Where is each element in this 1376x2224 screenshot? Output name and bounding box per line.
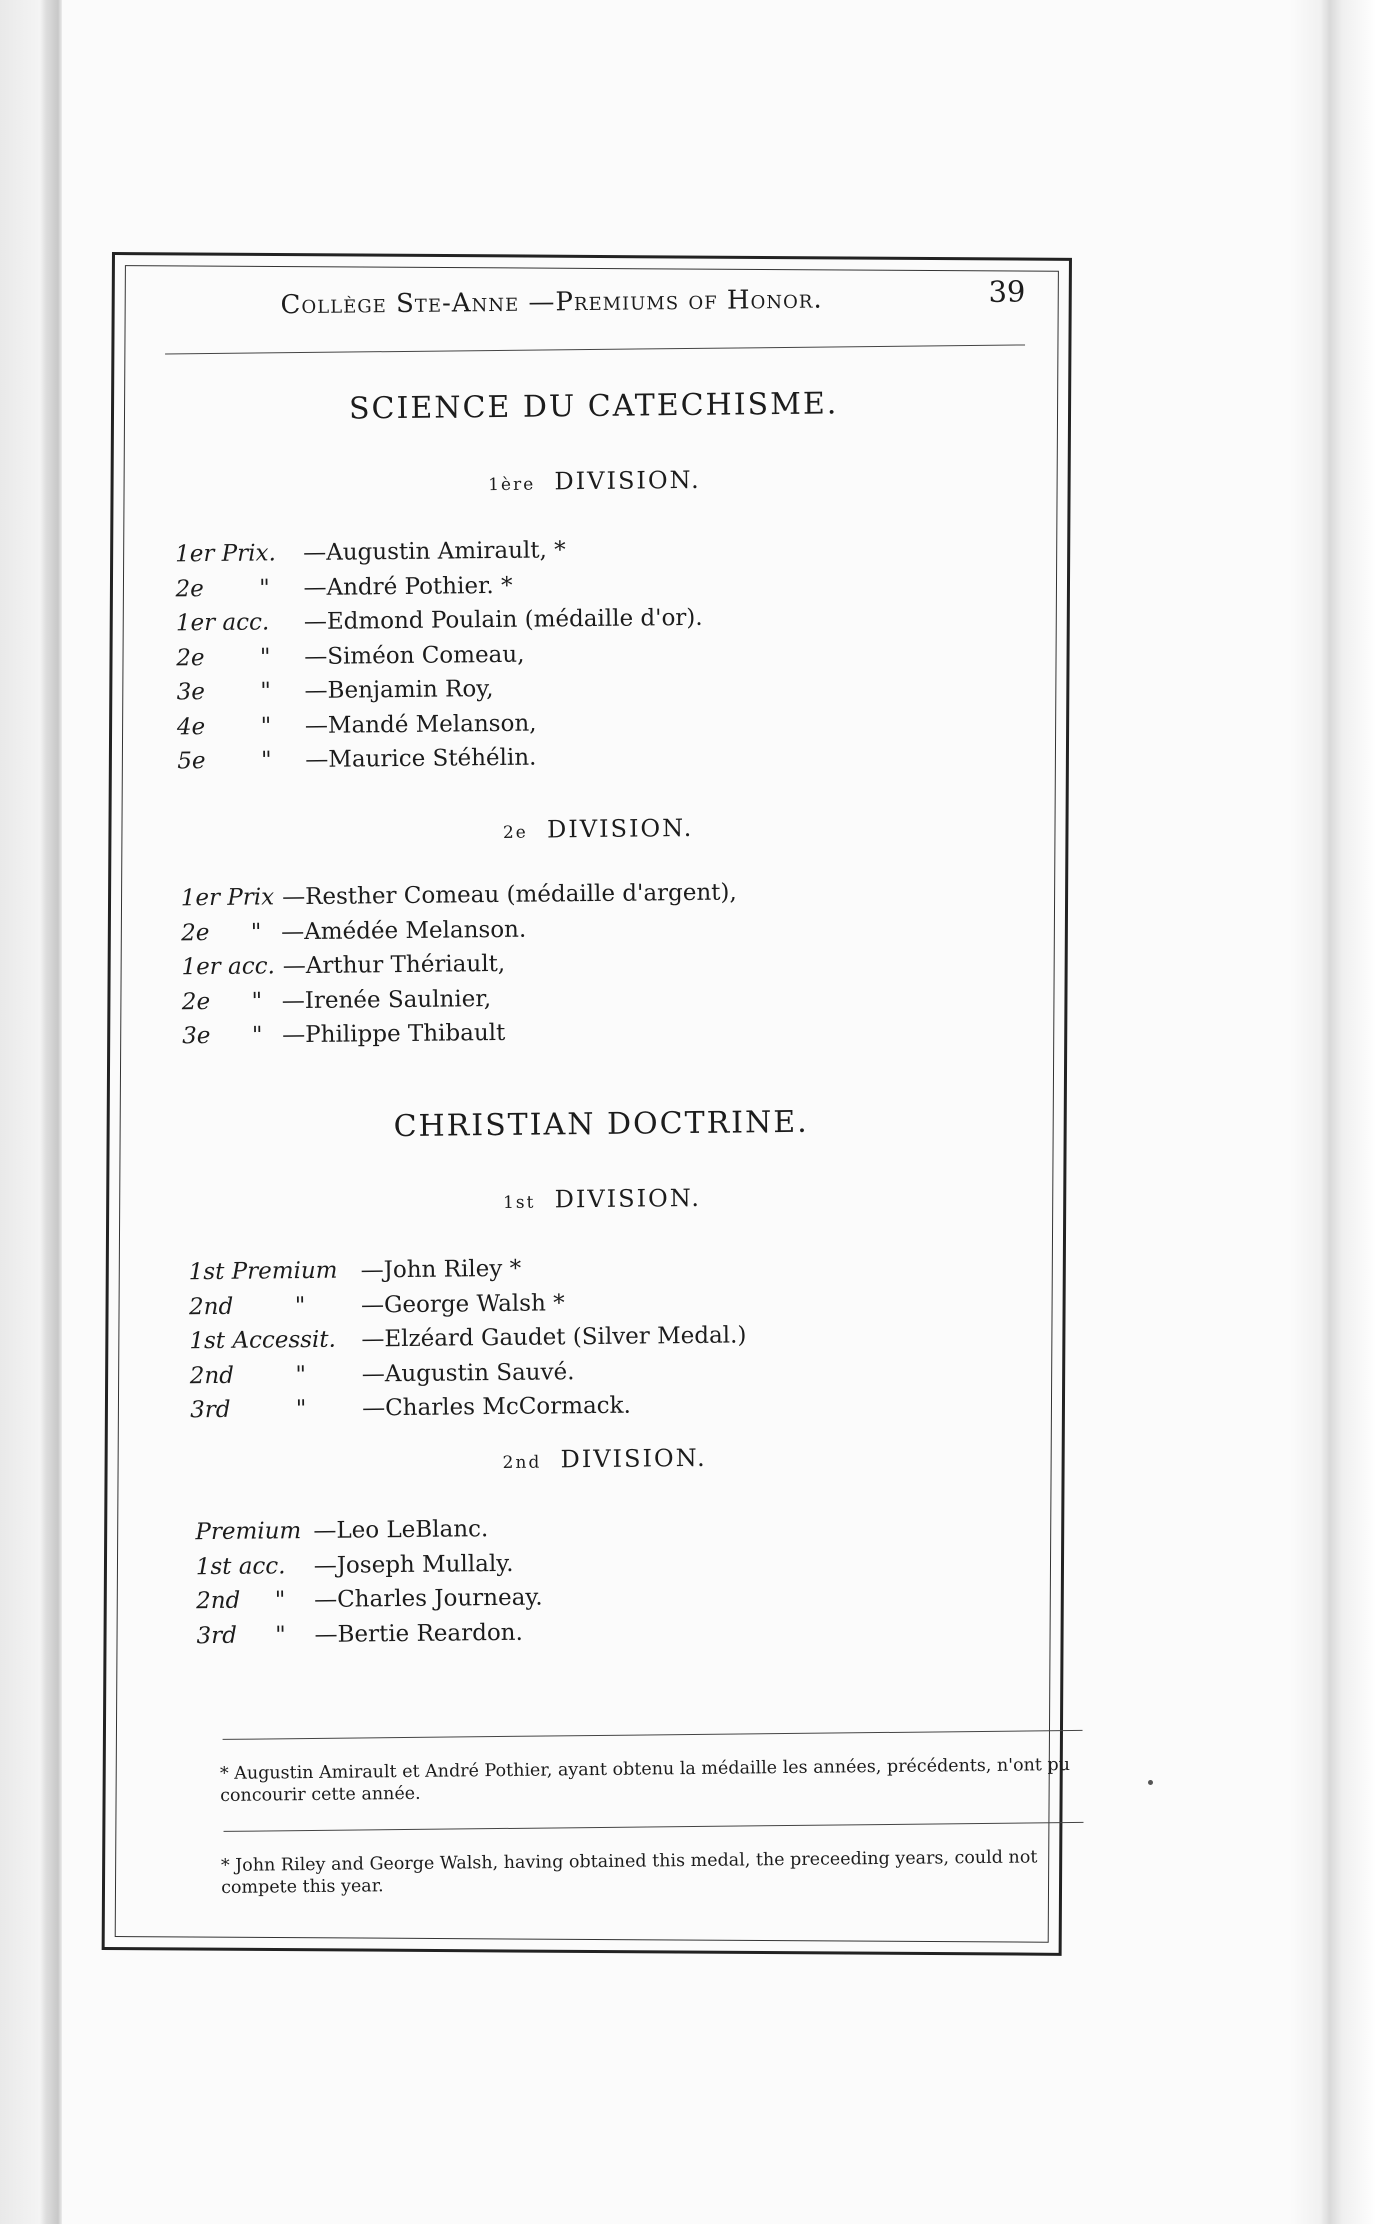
ditto-mark: " — [251, 1022, 263, 1049]
footnote-english: * John Riley and George Walsh, having obtained this medal, the preceeding years, could not compete this year. — [220, 1847, 1038, 1898]
division-label: DIVISION. — [554, 465, 701, 496]
entry-name: —Augustin Amirault, * — [303, 537, 566, 567]
entry-name: —Joseph Mullaly. — [313, 1550, 514, 1579]
ditto-mark: " — [295, 1361, 307, 1388]
division-heading-2e — [118, 810, 1078, 848]
division-heading-1ere — [114, 462, 1074, 500]
entry-name: —Amédée Melanson. — [280, 916, 527, 945]
division-ordinal: 1ère — [488, 474, 536, 496]
division-label: DIVISION. — [546, 813, 694, 844]
entry-rank: 1st Premium — [188, 1257, 338, 1286]
entry-row — [181, 916, 526, 946]
entry-row — [176, 676, 493, 705]
entry-rank: 2nd — [189, 1362, 235, 1389]
page-edge — [1290, 0, 1376, 2224]
division-label: DIVISION. — [554, 1183, 702, 1214]
entry-name: —John Riley * — [360, 1255, 522, 1284]
entry-name: —Elzéard Gaudet (Silver Medal.) — [361, 1322, 747, 1353]
entry-row — [177, 710, 537, 740]
entry-rank: 2nd — [188, 1293, 234, 1320]
entry-name: —Mandé Melanson, — [304, 710, 537, 739]
ditto-mark: " — [295, 1396, 307, 1423]
division-heading-1st — [122, 1180, 1082, 1218]
ditto-mark: " — [251, 987, 263, 1015]
entry-name: —Augustin Sauvé. — [361, 1358, 575, 1387]
book-spine — [0, 0, 62, 2224]
page-number: 39 — [988, 274, 1026, 309]
ditto-mark: " — [275, 1621, 286, 1648]
footnote-rule-top — [223, 1730, 1083, 1740]
ditto-mark: " — [259, 574, 270, 601]
footnote-french: * Augustin Amirault et André Pothier, ayant obtenu la médaille les années, précédents, n'ont pu concourir cette année. — [219, 1755, 1071, 1806]
entry-rank: 3e — [176, 679, 205, 706]
entry-row — [196, 1585, 543, 1615]
ditto-mark: " — [250, 918, 262, 946]
entry-row — [190, 1393, 631, 1424]
entry-rank: 2nd — [195, 1587, 241, 1615]
entry-rank: 1er acc. — [175, 609, 270, 637]
entry-row — [196, 1619, 523, 1648]
entry-rank: 1er Prix — [180, 884, 275, 912]
entry-name: —Siméon Comeau, — [304, 641, 525, 670]
entry-rank: 1er acc. — [181, 953, 275, 981]
entry-rank: Premium — [195, 1518, 302, 1546]
entry-row — [181, 879, 737, 911]
ditto-mark: " — [294, 1292, 306, 1319]
running-head: Collège Ste-Anne —Premiums of Honor. — [280, 284, 823, 321]
entry-rank: 1st acc. — [195, 1552, 286, 1580]
entry-rank: 2e — [181, 988, 211, 1015]
entry-row — [181, 951, 505, 980]
ditto-mark: " — [260, 712, 272, 739]
entry-name: —Edmond Poulain (médaille d'or). — [303, 604, 703, 636]
entry-name: —Arthur Thériault, — [282, 950, 506, 980]
entry-row — [190, 1359, 575, 1389]
entry-name: —George Walsh * — [360, 1289, 565, 1318]
entry-name: —André Pothier. * — [303, 572, 513, 601]
entry-row — [177, 745, 536, 775]
entry-rank: 4e — [176, 713, 206, 740]
ditto-mark: " — [259, 643, 271, 670]
entry-name: —Philippe Thibault — [282, 1019, 506, 1049]
division-ordinal: 2nd — [502, 1452, 542, 1473]
entry-name: —Charles Journeay. — [313, 1584, 543, 1613]
entry-row — [176, 641, 524, 671]
entry-rank: 1st Accessit. — [189, 1326, 337, 1355]
entry-row — [189, 1256, 522, 1285]
entry-name: —Irenée Saulnier, — [281, 985, 492, 1014]
entry-rank: 1er Prix. — [175, 540, 276, 568]
entry-row — [195, 1516, 488, 1545]
ink-speck — [1148, 1780, 1153, 1785]
entry-name: —Resther Comeau (médaille d'argent), — [281, 879, 737, 911]
entry-row — [182, 986, 492, 1015]
division-ordinal: 2e — [502, 822, 528, 843]
entry-name: —Leo LeBlanc. — [313, 1516, 489, 1544]
entry-row — [189, 1290, 565, 1320]
division-label: DIVISION. — [560, 1443, 707, 1474]
entry-rank: 2e — [175, 575, 204, 602]
entry-rank: 2e — [176, 644, 205, 671]
division-heading-2nd — [125, 1440, 1085, 1478]
division-ordinal: 1st — [502, 1192, 536, 1213]
entry-rank: 3rd — [189, 1396, 231, 1424]
entry-name: —Charles McCormack. — [361, 1392, 631, 1422]
entry-row — [176, 605, 703, 637]
ditto-mark: " — [260, 747, 272, 774]
page-content — [112, 242, 1090, 1950]
entry-row — [182, 1020, 505, 1049]
footnote-rule-middle — [224, 1822, 1084, 1832]
entry-name: —Maurice Stéhélin. — [305, 744, 537, 774]
entry-name: —Bertie Reardon. — [314, 1619, 523, 1648]
entry-row — [175, 537, 566, 567]
ditto-mark: " — [260, 678, 272, 705]
section-title-catechisme: SCIENCE DU CATECHISME. — [348, 386, 839, 427]
entry-rank: 3e — [182, 1023, 211, 1050]
entry-rank: 3rd — [196, 1622, 237, 1649]
entry-row — [175, 572, 512, 602]
ditto-mark: " — [274, 1587, 286, 1614]
entry-rank: 5e — [177, 748, 206, 775]
entry-row — [189, 1322, 746, 1354]
entry-name: —Benjamin Roy, — [304, 676, 494, 705]
entry-rank: 2e — [180, 919, 210, 946]
entry-row — [196, 1550, 514, 1579]
section-title-christian-doctrine: CHRISTIAN DOCTRINE. — [393, 1104, 809, 1145]
header-rule — [165, 344, 1025, 354]
